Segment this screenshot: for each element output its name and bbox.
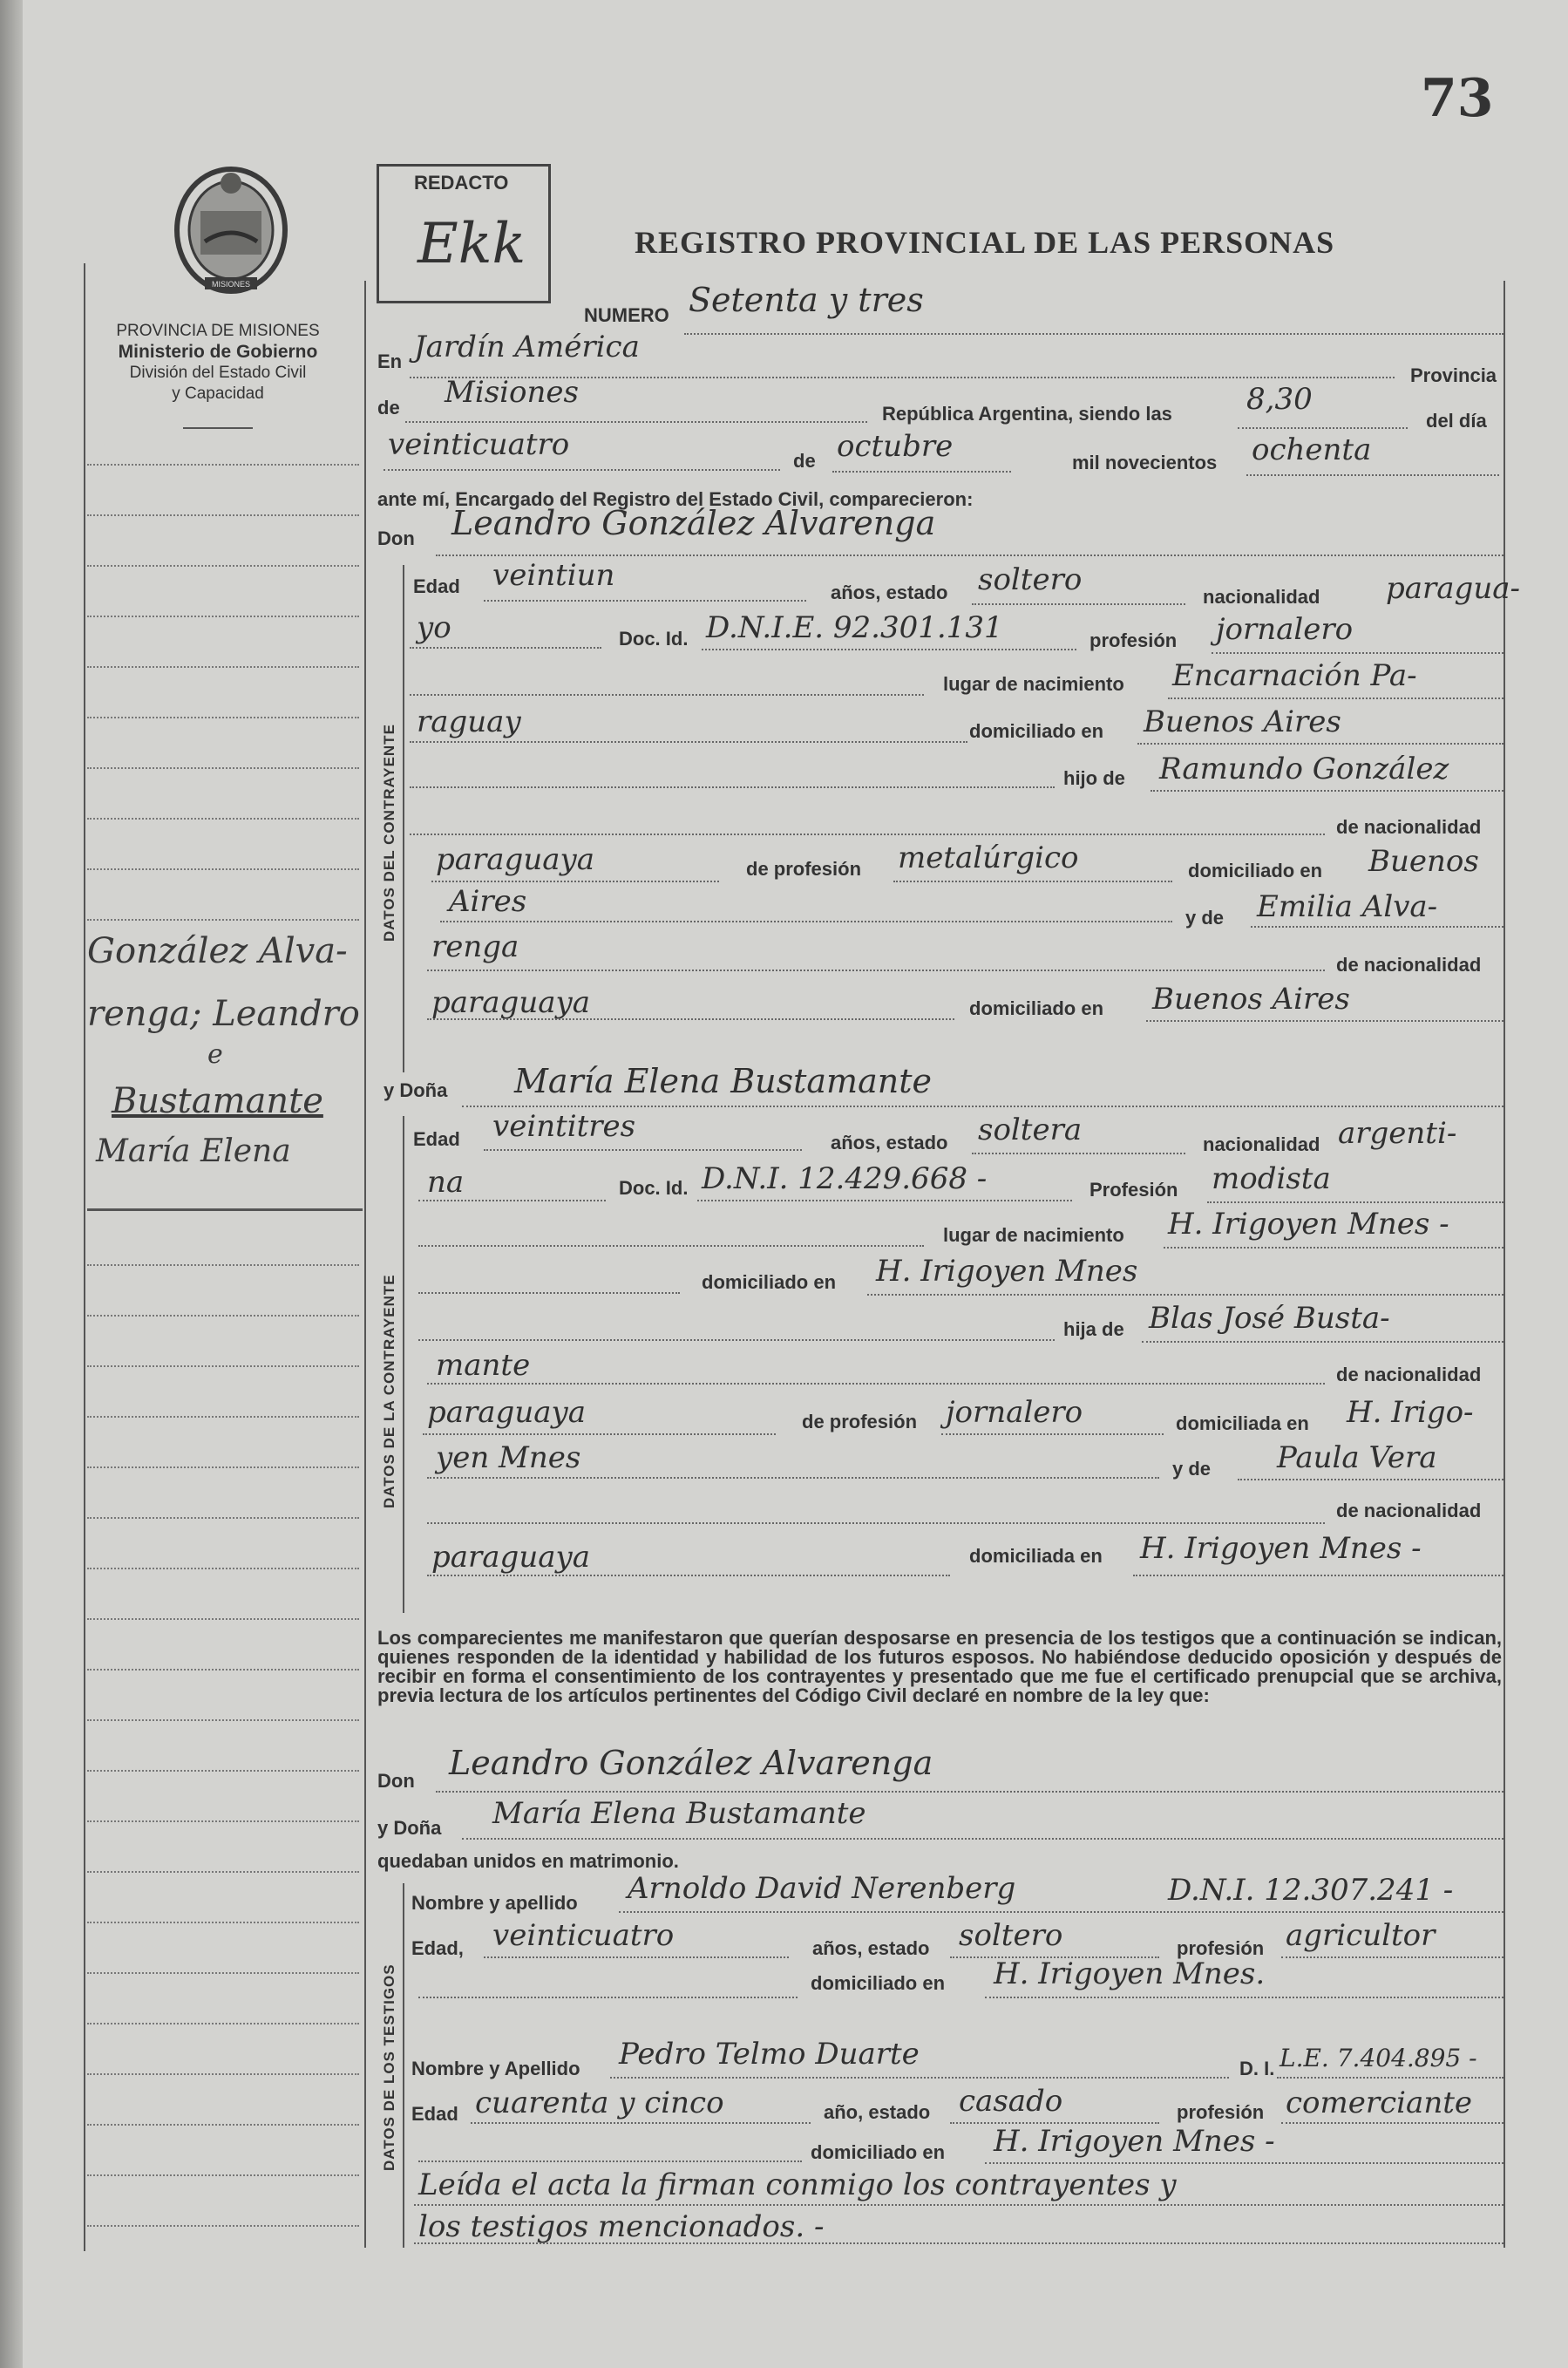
ministry-name: Ministerio de Gobierno xyxy=(118,342,318,362)
margin-line xyxy=(87,1972,359,1974)
c2-madre-nac: paraguaya xyxy=(431,1540,590,1575)
t2-dom-label: domiciliado en xyxy=(811,2141,946,2163)
redacto-label: REDACTO xyxy=(414,172,509,194)
c1-de-profesion-label: de profesión xyxy=(746,858,862,880)
c1-padre-dom-line xyxy=(440,921,1172,922)
margin-line xyxy=(87,1416,359,1418)
t1-doc-value: D.N.I. 12.307.241 - xyxy=(1168,1873,1454,1908)
c2-padre-b: mante xyxy=(436,1348,531,1383)
margin-line xyxy=(87,1871,359,1873)
anio-line xyxy=(1246,474,1499,476)
c2-padre-line xyxy=(1142,1341,1504,1343)
c2-padre-nac-line xyxy=(427,1383,1325,1385)
margin-separator xyxy=(87,1208,363,1211)
province-name: PROVINCIA DE MISIONES xyxy=(116,322,320,340)
t1-nombre-label: Nombre y apellido xyxy=(411,1892,578,1914)
testigos-box xyxy=(403,1883,404,2248)
division-line-1: División del Estado Civil xyxy=(129,364,307,382)
decl-dona-value: María Elena Bustamante xyxy=(492,1796,866,1831)
numero-line xyxy=(684,333,1504,335)
margin-note-line5: María Elena xyxy=(96,1133,291,1169)
margin-line xyxy=(87,464,359,466)
t1-edad-line xyxy=(484,1956,789,1958)
c1-profesion-label: profesión xyxy=(1089,629,1178,651)
en-label: En xyxy=(377,350,403,372)
dona-label: y Doña xyxy=(384,1079,448,1101)
cierre-line-a-rule xyxy=(414,2204,1504,2206)
c1-lugar-label: lugar de nacimiento xyxy=(943,673,1124,695)
c2-nacionalidad-b: na xyxy=(427,1165,465,1200)
t1-nombre-line xyxy=(619,1911,1504,1913)
de-line xyxy=(405,421,867,423)
margin-line xyxy=(87,1770,359,1772)
c1-profesion-line xyxy=(1212,652,1504,654)
margin-line xyxy=(87,919,359,921)
c2-nacionalidad-a: argenti- xyxy=(1338,1116,1457,1151)
c2-lugar-line-a xyxy=(418,1245,924,1247)
c1-domicilio-value: Buenos Aires xyxy=(1144,704,1341,739)
margin-line xyxy=(87,2023,359,2024)
en-value: Jardín América xyxy=(414,330,640,364)
don-value: Leandro González Alvarenga xyxy=(451,504,936,542)
c2-de-profesion-label: de profesión xyxy=(802,1411,918,1432)
c2-profesion-label: Profesión xyxy=(1089,1179,1178,1201)
c2-profesion-line xyxy=(1207,1201,1504,1203)
c2-madre-dom-line xyxy=(1133,1575,1504,1576)
c1-estado-label: años, estado xyxy=(831,582,948,603)
t2-doc-line xyxy=(1277,2077,1504,2079)
page-number: 73 xyxy=(1421,68,1494,129)
dona-value: María Elena Bustamante xyxy=(514,1062,932,1100)
c1-padre-prof: metalúrgico xyxy=(898,840,1079,875)
c2-padre-prof: jornalero xyxy=(946,1395,1083,1430)
c1-doc-line xyxy=(702,649,1076,650)
contrayente2-section-label: DATOS DE LA CONTRAYENTE xyxy=(381,1274,397,1508)
c2-padre-dom-b: yen Mnes xyxy=(436,1440,581,1475)
c2-domicilio-line xyxy=(867,1294,1504,1296)
c2-de-nacionalidad-label-2: de nacionalidad xyxy=(1336,1500,1482,1521)
redacto-initials: Ekk xyxy=(417,212,526,276)
c1-padre-dom-label: domiciliado en xyxy=(1188,860,1323,881)
margin-line xyxy=(87,1315,359,1317)
t2-prof-value: comerciante xyxy=(1286,2086,1472,2120)
t2-edad-value: cuarenta y cinco xyxy=(475,2086,724,2120)
c2-nacionalidad-label: nacionalidad xyxy=(1203,1133,1320,1155)
c2-estado-value: soltera xyxy=(978,1113,1083,1147)
c2-padre-a: Blas José Busta- xyxy=(1149,1301,1390,1336)
t1-edad-label: Edad, xyxy=(411,1937,464,1959)
c1-madre-nac-value-line xyxy=(427,1018,954,1020)
t1-estado-value: soltero xyxy=(959,1918,1063,1953)
contrayente2-box xyxy=(403,1116,404,1613)
margin-line xyxy=(87,1922,359,1923)
c1-domicilio-line xyxy=(1137,743,1504,745)
t2-dom-line-a xyxy=(418,2160,802,2162)
c2-domicilio-label: domiciliado en xyxy=(702,1271,837,1293)
c1-padre-dom-a: Buenos xyxy=(1368,844,1479,879)
margin-line xyxy=(87,2174,359,2176)
republica-label: República Argentina, siendo las xyxy=(882,403,1172,425)
c1-padre-line xyxy=(1151,790,1504,792)
cierre-line-a: Leída el acta la firman conmigo los contrayentes y xyxy=(418,2167,1177,2202)
c1-edad-label: Edad xyxy=(413,575,460,597)
c2-padre-nac: paraguaya xyxy=(427,1395,586,1430)
declaracion-text: Los comparecientes me manifestaron que querían desposarse en presencia de los testigos que a continuación se indican, quienes responden de la identidad y habilidad de los futuros esposos. No habiéndose deducido oposición y después de recibir en forma el consentimiento de los contrayentes y presentado que me fue el certificado prenupcial que se archiva, previa lectura de los artículos pertinentes del Código Civil declaré en nombre de la ley que: xyxy=(377,1627,1502,1706)
c1-nacionalidad-a: paragua- xyxy=(1386,571,1520,606)
c1-domicilio-label: domiciliado en xyxy=(969,720,1104,742)
margin-note-line1: González Alva- xyxy=(87,931,348,971)
contrayente-box xyxy=(403,565,404,1072)
don-line xyxy=(436,555,1504,556)
c2-edad-line xyxy=(484,1149,802,1151)
cierre-line-b: los testigos mencionados. - xyxy=(418,2209,825,2244)
t2-edad-line xyxy=(471,2122,811,2124)
c1-lugar-a: Encarnación Pa- xyxy=(1172,658,1417,693)
registry-title: REGISTRO PROVINCIAL DE LAS PERSONAS xyxy=(635,225,1335,260)
c1-doc-label: Doc. Id. xyxy=(619,628,689,650)
seal-label: MISIONES xyxy=(211,280,251,289)
c1-hijo-label: hijo de xyxy=(1063,767,1125,789)
margin-line xyxy=(87,1669,359,1671)
margin-line xyxy=(87,1820,359,1822)
margin-line xyxy=(87,717,359,718)
del-dia-label: del día xyxy=(1426,410,1487,432)
c1-doc-value: D.N.I.E. 92.301.131 xyxy=(706,610,1003,645)
decl-dona-line xyxy=(462,1838,1504,1840)
c2-doc-value: D.N.I. 12.429.668 - xyxy=(702,1161,988,1196)
contrayente-section-label: DATOS DEL CONTRAYENTE xyxy=(381,724,397,942)
margin-line xyxy=(87,1719,359,1721)
dona-line xyxy=(462,1106,1504,1107)
t2-nombre-line xyxy=(610,2077,1229,2079)
c1-madre-dom-line xyxy=(1146,1020,1504,1022)
t2-nombre-value: Pedro Telmo Duarte xyxy=(619,2037,920,2072)
dia-line xyxy=(384,469,780,471)
unidos-text: quedaban unidos en matrimonio. xyxy=(377,1850,679,1872)
left-margin-column xyxy=(84,263,364,2251)
c1-estado-value: soltero xyxy=(978,562,1083,597)
c2-lugar-label: lugar de nacimiento xyxy=(943,1224,1124,1246)
c2-profesion-value: modista xyxy=(1212,1161,1331,1196)
t2-dom-line xyxy=(985,2162,1504,2164)
c2-y-de-label: y de xyxy=(1172,1458,1212,1480)
c1-profesion-value: jornalero xyxy=(1216,612,1354,647)
t1-prof-label: profesión xyxy=(1177,1937,1265,1959)
margin-line xyxy=(87,1466,359,1468)
c2-edad-label: Edad xyxy=(413,1128,460,1150)
c2-hija-label: hija de xyxy=(1063,1318,1124,1340)
c2-madre-line xyxy=(1238,1479,1504,1480)
c1-de-nacionalidad-label: de nacionalidad xyxy=(1336,816,1482,838)
c1-de-nacionalidad-label-2: de nacionalidad xyxy=(1336,954,1482,976)
c1-lugar-line-b xyxy=(1168,697,1504,699)
c2-padre-dom-label: domiciliada en xyxy=(1176,1412,1309,1434)
margin-line xyxy=(87,868,359,870)
cierre-line-b-rule xyxy=(414,2242,1504,2244)
c1-lugar-b: raguay xyxy=(417,704,521,739)
c1-edad-line xyxy=(484,600,806,602)
t2-doc-label: D. I. xyxy=(1239,2058,1275,2079)
margin-line xyxy=(87,767,359,769)
c1-padre-value: Ramundo González xyxy=(1159,752,1449,786)
margin-line xyxy=(87,1618,359,1620)
margin-line xyxy=(87,1568,359,1569)
t2-estado-value: casado xyxy=(959,2084,1063,2119)
c1-edad-value: veintiun xyxy=(492,558,615,593)
margin-note-line3: e xyxy=(207,1039,223,1070)
c2-padre-prof-line xyxy=(941,1433,1164,1435)
c2-madre-nac-line xyxy=(427,1522,1325,1524)
margin-line xyxy=(87,2124,359,2126)
t2-edad-label: Edad xyxy=(411,2103,458,2125)
c2-padre-dom-a: H. Irigo- xyxy=(1347,1395,1474,1430)
margin-line xyxy=(87,514,359,516)
t1-nombre-value: Arnoldo David Nerenberg xyxy=(628,1871,1016,1906)
anio-value: ochenta xyxy=(1252,432,1372,467)
c2-estado-label: años, estado xyxy=(831,1132,948,1153)
margin-note-line4: Bustamante xyxy=(112,1081,323,1121)
c1-estado-line xyxy=(972,603,1185,605)
mes-line xyxy=(832,471,1011,473)
dia-value: veinticuatro xyxy=(388,427,570,462)
numero-value: Setenta y tres xyxy=(689,281,924,319)
c1-nacionalidad-line xyxy=(410,834,1325,835)
margin-line xyxy=(87,1517,359,1519)
t1-prof-value: agricultor xyxy=(1286,1918,1436,1953)
c1-madre-line xyxy=(1251,926,1504,928)
de-provincia-value: Misiones xyxy=(445,375,579,410)
c2-madre-dom: H. Irigoyen Mnes - xyxy=(1140,1531,1422,1566)
c1-madre-dom: Buenos Aires xyxy=(1152,982,1350,1017)
c2-hija-line-a xyxy=(418,1339,1055,1341)
decl-don-label: Don xyxy=(377,1770,415,1792)
t2-doc-value: L.E. 7.404.895 - xyxy=(1280,2044,1477,2072)
c1-nacionalidad-label: nacionalidad xyxy=(1203,586,1320,608)
t1-dom-line xyxy=(985,1997,1504,1998)
c2-nac-line xyxy=(418,1200,606,1201)
decl-dona-label: y Doña xyxy=(377,1817,442,1839)
c1-padre-prof-line xyxy=(893,881,1172,882)
c2-madre-nac-value-line xyxy=(427,1575,950,1576)
ante-label: ante mí, Encargado del Registro del Estado Civil, comparecieron: xyxy=(377,488,974,510)
t1-dom-line-a xyxy=(418,1997,798,1998)
c2-domicilio-value: H. Irigoyen Mnes xyxy=(876,1254,1138,1289)
t1-prof-line xyxy=(1281,1956,1504,1958)
t1-dom-label: domiciliado en xyxy=(811,1972,946,1994)
t2-dom-value: H. Irigoyen Mnes - xyxy=(994,2124,1275,2159)
c1-nac-line xyxy=(410,647,601,649)
c1-padre-dom-b: Aires xyxy=(449,884,527,919)
t2-prof-line xyxy=(1281,2122,1504,2124)
anio-label: mil novecientos xyxy=(1072,452,1218,473)
provincia-label: Provincia xyxy=(1410,364,1497,386)
c1-padre-nac-line xyxy=(431,881,719,882)
decl-don-value: Leandro González Alvarenga xyxy=(449,1744,933,1782)
c2-estado-line xyxy=(972,1153,1185,1154)
t1-estado-label: años, estado xyxy=(812,1937,930,1959)
margin-line xyxy=(87,2225,359,2227)
c1-madre-nac-line xyxy=(427,970,1325,971)
margin-note-line2: renga; Leandro xyxy=(87,994,360,1034)
margin-line xyxy=(87,1365,359,1367)
margin-line xyxy=(87,565,359,567)
de-label: de xyxy=(377,397,400,418)
t2-nombre-label: Nombre y Apellido xyxy=(411,2058,580,2079)
numero-label: NUMERO xyxy=(584,304,669,326)
c2-madre-dom-label: domiciliada en xyxy=(969,1545,1103,1567)
c1-dom-line-a xyxy=(410,741,967,743)
c2-dom-line-a xyxy=(418,1292,680,1294)
margin-line xyxy=(87,1264,359,1266)
c1-madre-dom-label: domiciliado en xyxy=(969,997,1104,1019)
c2-doc-label: Doc. Id. xyxy=(619,1177,689,1199)
hora-value: 8,30 xyxy=(1246,382,1313,417)
division-line-2: y Capacidad xyxy=(172,384,264,403)
binding-edge xyxy=(0,0,23,2368)
c1-lugar-line-a xyxy=(410,694,924,696)
margin-line xyxy=(87,818,359,820)
c1-hijo-line-a xyxy=(410,786,1055,788)
margin-line xyxy=(87,616,359,617)
c2-lugar-line-b xyxy=(1164,1247,1504,1249)
mes-value: octubre xyxy=(837,429,954,464)
t2-estado-label: año, estado xyxy=(824,2101,931,2123)
c1-madre-a: Emilia Alva- xyxy=(1257,889,1438,924)
t1-edad-value: veinticuatro xyxy=(492,1918,675,1953)
don-label: Don xyxy=(377,527,415,549)
c1-padre-nac: paraguaya xyxy=(436,842,594,877)
testigos-section-label: DATOS DE LOS TESTIGOS xyxy=(381,1963,397,2171)
margin-line xyxy=(87,2073,359,2075)
c1-madre-nac: paraguaya xyxy=(431,985,590,1020)
decl-don-line xyxy=(436,1791,1504,1793)
c1-y-de-label: y de xyxy=(1185,907,1225,929)
t1-dom-value: H. Irigoyen Mnes. xyxy=(994,1956,1266,1991)
c2-de-nacionalidad-label: de nacionalidad xyxy=(1336,1364,1482,1385)
hora-line xyxy=(1238,427,1408,429)
c2-lugar-value: H. Irigoyen Mnes - xyxy=(1168,1207,1449,1242)
margin-line xyxy=(87,666,359,668)
c2-edad-value: veintitres xyxy=(492,1109,636,1144)
c1-madre-b: renga xyxy=(431,929,519,964)
c2-padre-nac-value-line xyxy=(423,1433,776,1435)
c2-madre-value: Paula Vera xyxy=(1277,1440,1437,1475)
t2-prof-label: profesión xyxy=(1177,2101,1265,2123)
c1-nacionalidad-b: yo xyxy=(417,610,451,645)
mes-label: de xyxy=(793,450,816,472)
c2-padre-dom-line xyxy=(427,1477,1159,1479)
c2-doc-line xyxy=(697,1200,1072,1201)
